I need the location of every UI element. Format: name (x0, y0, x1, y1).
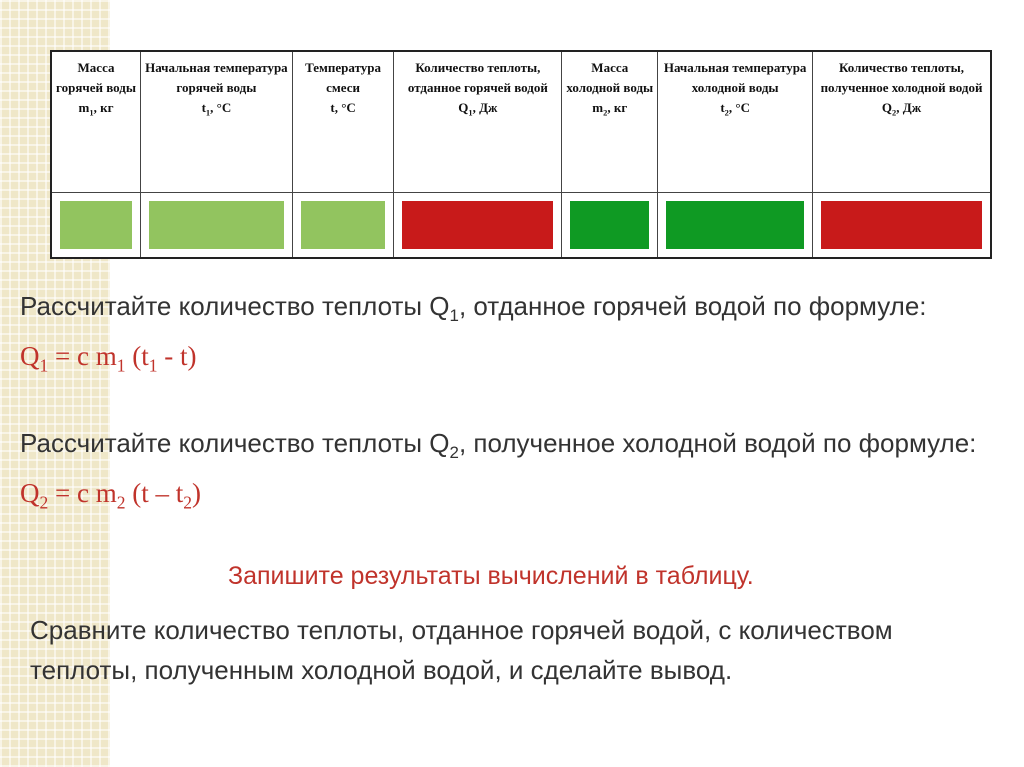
instruction-q2: Рассчитайте количество теплоты $Q_2$, полученное холодной водой по формуле: $Q_2 = c$ $m_2$ $(t - t_2)$ (20, 428, 977, 513)
header-symbol: $m_2$, кг (592, 100, 628, 118)
header-cell-heat-received (813, 51, 991, 193)
header-symbol: $t_1$, °С (201, 100, 232, 118)
header-label: Начальная температура холодной воды (663, 60, 807, 95)
header-label: Количество теплоты, отданное горячей водой (407, 60, 548, 95)
header-label: Начальная температура горячей воды (145, 60, 288, 95)
value-cell-hot-mass[interactable] (51, 193, 141, 259)
header-cell-hot-temp (141, 51, 293, 193)
instruction-q1: Рассчитайте количество теплоты $Q_1$, отданное горячей водой по формуле: $Q_1 = c$ $m_1$ $(t_1 - t)$ (20, 291, 927, 376)
table-value-row (51, 193, 991, 259)
formula-q1: $Q_1 = c$ $m_1$ $(t_1 - t)$ (20, 341, 197, 376)
conclusion-text: Сравните количество теплоты, отданное горячей водой, с количеством теплоты, полученным холодной водой, и сделайте вывод. (30, 615, 893, 685)
header-label: Температура смеси (305, 60, 382, 95)
color-fill-box (666, 201, 804, 249)
header-label: Масса холодной воды (566, 60, 654, 95)
color-fill-box (149, 201, 284, 249)
header-label: Масса горячей воды (56, 60, 136, 95)
record-results-callout: Запишите результаты вычислений в таблицу. (228, 562, 754, 590)
header-symbol: $t_2$, °С (720, 100, 750, 118)
color-fill-box (402, 201, 553, 249)
formula-q2: $Q_2 = c$ $m_2$ $(t - t_2)$ (20, 478, 202, 513)
value-cell-cold-mass[interactable] (562, 193, 658, 259)
header-label: Количество теплоты, полученное холодной водой (820, 60, 983, 95)
color-fill-box (570, 201, 649, 249)
value-cell-mix-temp[interactable] (292, 193, 394, 259)
color-fill-box (821, 201, 982, 249)
color-fill-box (301, 201, 386, 249)
header-cell-hot-mass (51, 51, 141, 193)
value-cell-cold-temp[interactable] (658, 193, 813, 259)
color-fill-box (60, 201, 132, 249)
value-cell-hot-temp[interactable] (141, 193, 293, 259)
results-table (50, 50, 992, 259)
header-symbol: $Q_1$, Дж (458, 100, 498, 118)
header-cell-cold-mass (562, 51, 658, 193)
table-header-row (51, 51, 991, 193)
value-cell-heat-received[interactable] (813, 193, 991, 259)
header-symbol: $Q_2$, Дж (881, 100, 922, 118)
value-cell-heat-given[interactable] (394, 193, 562, 259)
header-symbol: t, °С (330, 100, 356, 115)
header-cell-cold-temp (658, 51, 813, 193)
header-cell-heat-given (394, 51, 562, 193)
header-symbol: $m_1$, кг (78, 100, 114, 118)
header-cell-mix-temp (292, 51, 394, 193)
